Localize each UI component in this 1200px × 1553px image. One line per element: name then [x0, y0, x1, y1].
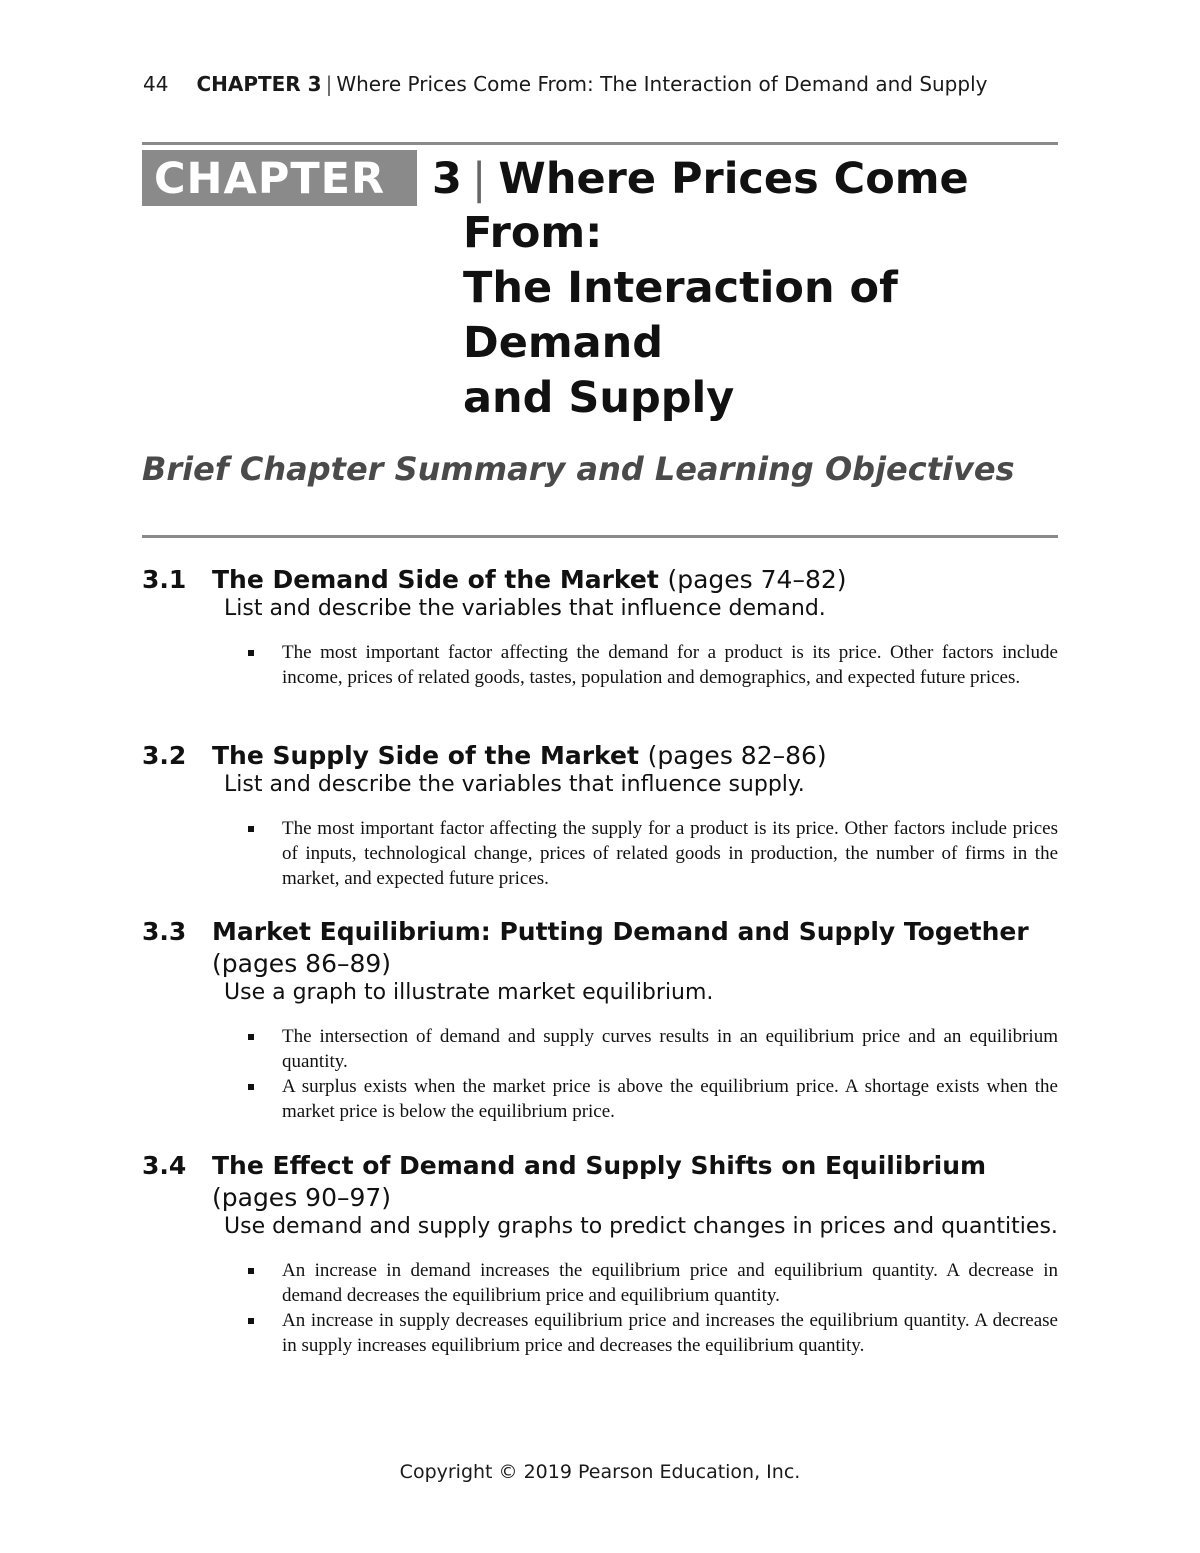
section-heading — [142, 740, 1062, 772]
bullet-marker — [248, 1268, 254, 1274]
bullet-marker — [248, 1034, 254, 1040]
section-heading — [142, 564, 1062, 596]
bullet-text: An increase in demand increases the equilibrium price and equilibrium quantity. A decrease in demand decreases the equilibrium price and equilibrium quantity. — [282, 1260, 1058, 1306]
bullet-text: The most important factor affecting the supply for a product is its price. Other factors include prices of inputs, technological change, prices of related goods in production, the number of firms in the market, and expected future prices. — [282, 818, 1058, 889]
section-number: 3.2 — [142, 741, 187, 770]
section-3-4 — [142, 1150, 1062, 1358]
bullet-list — [142, 1258, 1058, 1358]
section-title: The Demand Side of the Market — [212, 565, 659, 594]
chapter-badge: CHAPTER — [142, 150, 417, 206]
section-pages: (pages 86–89) — [212, 949, 392, 978]
bullet-item — [282, 816, 1058, 891]
bullet-list — [142, 816, 1058, 891]
bullet-text: The intersection of demand and supply curves results in an equilibrium price and an equilibrium quantity. — [282, 1026, 1058, 1072]
page-number: 44 — [143, 72, 169, 96]
bullet-item — [282, 640, 1058, 690]
section-number: 3.1 — [142, 565, 187, 594]
bullet-text: The most important factor affecting the demand for a product is its price. Other factors include income, prices of related goods, tastes, population and demographics, and expected future prices. — [282, 642, 1058, 688]
section-heading — [142, 1150, 1062, 1214]
chapter-title-first-line — [432, 150, 969, 208]
chapter-title-separator: | — [471, 154, 487, 204]
section-pages: (pages 82–86) — [647, 741, 827, 770]
chapter-number: 3 — [432, 154, 462, 204]
bullet-item — [282, 1308, 1058, 1358]
chapter-title-line: From: — [463, 208, 603, 258]
section-3-2 — [142, 740, 1062, 891]
section-title: The Supply Side of the Market — [212, 741, 639, 770]
learning-objective: List and describe the variables that influence demand. — [224, 596, 826, 621]
section-heading — [142, 916, 1062, 980]
summary-heading: Brief Chapter Summary and Learning Objectives — [142, 450, 1015, 488]
section-number: 3.4 — [142, 1151, 187, 1180]
learning-objective: List and describe the variables that influence supply. — [224, 772, 805, 797]
chapter-title-continuation — [463, 206, 898, 426]
bullet-text: An increase in supply decreases equilibrium price and increases the equilibrium quantity. A decrease in supply increases equilibrium price and decreases the equilibrium quantity. — [282, 1310, 1058, 1356]
bullet-item — [282, 1024, 1058, 1074]
learning-objective: Use a graph to illustrate market equilibrium. — [224, 980, 714, 1005]
running-header-separator: | — [325, 72, 333, 96]
chapter-title-line: and Supply — [463, 373, 735, 423]
section-3-1 — [142, 564, 1062, 690]
section-3-3 — [142, 916, 1062, 1124]
chapter-title-line-1: Where Prices Come — [498, 154, 969, 204]
bullet-marker — [248, 1318, 254, 1324]
running-header-title: Where Prices Come From: The Interaction of Demand and Supply — [336, 72, 988, 96]
bullet-marker — [248, 1084, 254, 1090]
bullet-item — [282, 1258, 1058, 1308]
running-header — [143, 70, 987, 98]
bullet-list — [142, 1024, 1058, 1124]
bullet-marker — [248, 650, 254, 656]
bullet-marker — [248, 826, 254, 832]
section-number: 3.3 — [142, 917, 187, 946]
bullet-text: A surplus exists when the market price is above the equilibrium price. A shortage exists when the market price is below the equilibrium price. — [282, 1076, 1058, 1122]
section-title: Market Equilibrium: Putting Demand and Supply Together — [212, 917, 1029, 946]
section-pages: (pages 74–82) — [667, 565, 847, 594]
running-header-chapter: CHAPTER 3 — [196, 72, 322, 96]
section-title: The Effect of Demand and Supply Shifts on Equilibrium — [212, 1151, 987, 1180]
summary-divider — [142, 535, 1058, 538]
top-divider — [142, 142, 1058, 145]
bullet-item — [282, 1074, 1058, 1124]
chapter-title-line: Demand — [463, 318, 664, 368]
section-pages: (pages 90–97) — [212, 1183, 392, 1212]
chapter-title-line: The Interaction of — [463, 263, 898, 313]
learning-objective: Use demand and supply graphs to predict changes in prices and quantities. — [224, 1214, 1058, 1239]
bullet-list — [142, 640, 1058, 690]
copyright-footer: Copyright © 2019 Pearson Education, Inc. — [399, 1461, 801, 1483]
